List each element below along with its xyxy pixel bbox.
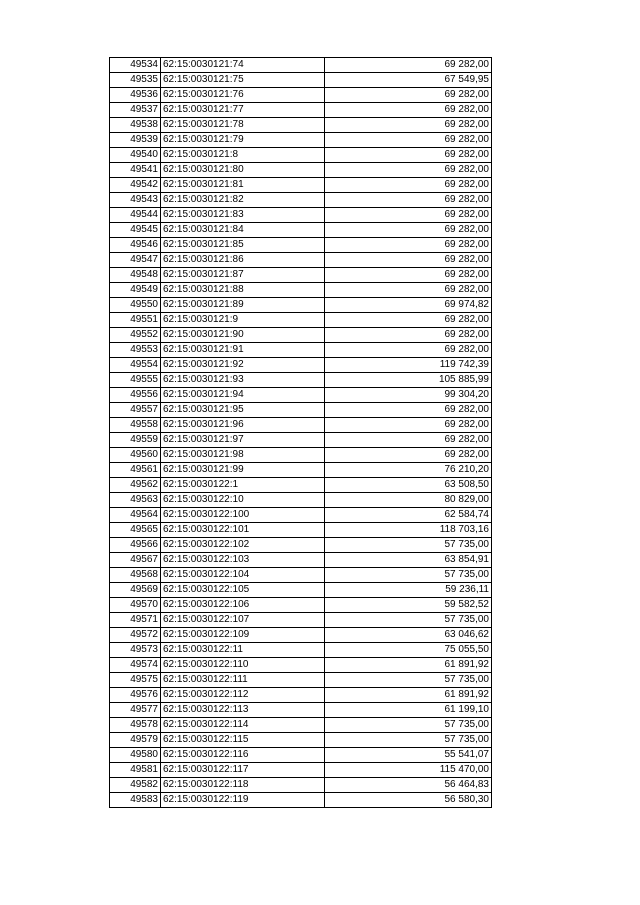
table-row (110, 58, 492, 73)
table-row (110, 703, 492, 718)
table-row (110, 643, 492, 658)
table-row (110, 508, 492, 523)
cadastral-number-cell: 62:15:0030122:113 (161, 703, 325, 718)
table-row (110, 388, 492, 403)
table-row (110, 718, 492, 733)
cadastral-number-cell: 62:15:0030122:105 (161, 583, 325, 598)
cadastral-number-cell: 62:15:0030122:11 (161, 643, 325, 658)
row-number-cell: 49538 (110, 118, 161, 133)
value-cell: 57 735,00 (325, 733, 492, 748)
table-row (110, 538, 492, 553)
cadastral-number-cell: 62:15:0030122:117 (161, 763, 325, 778)
table-row (110, 688, 492, 703)
table-row (110, 88, 492, 103)
cadastral-number-cell: 62:15:0030122:101 (161, 523, 325, 538)
row-number-cell: 49540 (110, 148, 161, 163)
table-row (110, 448, 492, 463)
row-number-cell: 49545 (110, 223, 161, 238)
table-row (110, 358, 492, 373)
row-number-cell: 49536 (110, 88, 161, 103)
value-cell: 69 282,00 (325, 448, 492, 463)
value-cell: 61 891,92 (325, 688, 492, 703)
cadastral-number-cell: 62:15:0030122:1 (161, 478, 325, 493)
cadastral-number-cell: 62:15:0030121:93 (161, 373, 325, 388)
value-cell: 63 854,91 (325, 553, 492, 568)
value-cell: 69 282,00 (325, 283, 492, 298)
value-cell: 69 974,82 (325, 298, 492, 313)
cadastral-number-cell: 62:15:0030121:83 (161, 208, 325, 223)
table-row (110, 658, 492, 673)
cadastral-number-cell: 62:15:0030121:79 (161, 133, 325, 148)
table-row (110, 223, 492, 238)
row-number-cell: 49557 (110, 403, 161, 418)
row-number-cell: 49569 (110, 583, 161, 598)
value-cell: 69 282,00 (325, 223, 492, 238)
value-cell: 69 282,00 (325, 133, 492, 148)
row-number-cell: 49547 (110, 253, 161, 268)
table-row (110, 268, 492, 283)
table-row (110, 733, 492, 748)
value-cell: 69 282,00 (325, 208, 492, 223)
cadastral-number-cell: 62:15:0030121:87 (161, 268, 325, 283)
cadastral-number-cell: 62:15:0030122:10 (161, 493, 325, 508)
table-row (110, 208, 492, 223)
cadastral-number-cell: 62:15:0030121:89 (161, 298, 325, 313)
row-number-cell: 49552 (110, 328, 161, 343)
value-cell: 56 580,30 (325, 793, 492, 808)
cadastral-number-cell: 62:15:0030122:107 (161, 613, 325, 628)
table-row (110, 253, 492, 268)
cadastral-number-cell: 62:15:0030121:91 (161, 343, 325, 358)
table-row (110, 193, 492, 208)
row-number-cell: 49578 (110, 718, 161, 733)
row-number-cell: 49558 (110, 418, 161, 433)
value-cell: 99 304,20 (325, 388, 492, 403)
row-number-cell: 49537 (110, 103, 161, 118)
value-cell: 69 282,00 (325, 328, 492, 343)
row-number-cell: 49566 (110, 538, 161, 553)
value-cell: 69 282,00 (325, 403, 492, 418)
table-row (110, 118, 492, 133)
table-row (110, 433, 492, 448)
table-row (110, 493, 492, 508)
value-cell: 69 282,00 (325, 343, 492, 358)
value-cell: 80 829,00 (325, 493, 492, 508)
row-number-cell: 49583 (110, 793, 161, 808)
value-cell: 67 549,95 (325, 73, 492, 88)
value-cell: 75 055,50 (325, 643, 492, 658)
table-row (110, 613, 492, 628)
value-cell: 57 735,00 (325, 538, 492, 553)
cadastral-number-cell: 62:15:0030121:92 (161, 358, 325, 373)
row-number-cell: 49543 (110, 193, 161, 208)
table-row (110, 373, 492, 388)
row-number-cell: 49571 (110, 613, 161, 628)
row-number-cell: 49573 (110, 643, 161, 658)
table-row (110, 313, 492, 328)
cadastral-number-cell: 62:15:0030121:81 (161, 178, 325, 193)
cadastral-number-cell: 62:15:0030121:90 (161, 328, 325, 343)
cadastral-number-cell: 62:15:0030121:95 (161, 403, 325, 418)
cadastral-number-cell: 62:15:0030121:88 (161, 283, 325, 298)
value-cell: 69 282,00 (325, 178, 492, 193)
row-number-cell: 49582 (110, 778, 161, 793)
cadastral-number-cell: 62:15:0030121:8 (161, 148, 325, 163)
value-cell: 57 735,00 (325, 718, 492, 733)
table-row (110, 583, 492, 598)
cadastral-number-cell: 62:15:0030122:116 (161, 748, 325, 763)
row-number-cell: 49564 (110, 508, 161, 523)
table-row (110, 148, 492, 163)
cadastral-number-cell: 62:15:0030121:78 (161, 118, 325, 133)
row-number-cell: 49565 (110, 523, 161, 538)
table-row (110, 778, 492, 793)
cadastral-number-cell: 62:15:0030122:110 (161, 658, 325, 673)
table-row (110, 748, 492, 763)
table-row (110, 343, 492, 358)
row-number-cell: 49575 (110, 673, 161, 688)
row-number-cell: 49554 (110, 358, 161, 373)
cadastral-number-cell: 62:15:0030121:84 (161, 223, 325, 238)
row-number-cell: 49553 (110, 343, 161, 358)
value-cell: 115 470,00 (325, 763, 492, 778)
value-cell: 61 891,92 (325, 658, 492, 673)
cadastral-number-cell: 62:15:0030122:103 (161, 553, 325, 568)
row-number-cell: 49534 (110, 58, 161, 73)
value-cell: 69 282,00 (325, 253, 492, 268)
table-row (110, 298, 492, 313)
cadastral-number-cell: 62:15:0030122:114 (161, 718, 325, 733)
row-number-cell: 49568 (110, 568, 161, 583)
row-number-cell: 49563 (110, 493, 161, 508)
row-number-cell: 49535 (110, 73, 161, 88)
row-number-cell: 49561 (110, 463, 161, 478)
row-number-cell: 49544 (110, 208, 161, 223)
cadastral-number-cell: 62:15:0030121:9 (161, 313, 325, 328)
cadastral-number-cell: 62:15:0030122:119 (161, 793, 325, 808)
table-row (110, 523, 492, 538)
table-row (110, 763, 492, 778)
table-row (110, 598, 492, 613)
value-cell: 69 282,00 (325, 58, 492, 73)
row-number-cell: 49560 (110, 448, 161, 463)
table-row (110, 283, 492, 298)
row-number-cell: 49577 (110, 703, 161, 718)
cadastral-number-cell: 62:15:0030121:77 (161, 103, 325, 118)
value-cell: 55 541,07 (325, 748, 492, 763)
row-number-cell: 49576 (110, 688, 161, 703)
table-row (110, 673, 492, 688)
table-row (110, 403, 492, 418)
table-row (110, 478, 492, 493)
table-body (110, 58, 492, 808)
row-number-cell: 49546 (110, 238, 161, 253)
cadastral-number-cell: 62:15:0030121:76 (161, 88, 325, 103)
table-row (110, 418, 492, 433)
row-number-cell: 49541 (110, 163, 161, 178)
cadastral-number-cell: 62:15:0030122:111 (161, 673, 325, 688)
value-cell: 69 282,00 (325, 148, 492, 163)
value-cell: 63 046,62 (325, 628, 492, 643)
value-cell: 118 703,16 (325, 523, 492, 538)
table-row (110, 178, 492, 193)
row-number-cell: 49551 (110, 313, 161, 328)
table-row (110, 103, 492, 118)
cadastral-number-cell: 62:15:0030121:96 (161, 418, 325, 433)
value-cell: 57 735,00 (325, 568, 492, 583)
table-row (110, 238, 492, 253)
spreadsheet-table (109, 57, 491, 808)
row-number-cell: 49556 (110, 388, 161, 403)
value-cell: 62 584,74 (325, 508, 492, 523)
row-number-cell: 49542 (110, 178, 161, 193)
row-number-cell: 49581 (110, 763, 161, 778)
table-row (110, 628, 492, 643)
table-row (110, 163, 492, 178)
cadastral-number-cell: 62:15:0030122:100 (161, 508, 325, 523)
value-cell: 69 282,00 (325, 433, 492, 448)
value-cell: 56 464,83 (325, 778, 492, 793)
value-cell: 69 282,00 (325, 238, 492, 253)
table-row (110, 73, 492, 88)
row-number-cell: 49548 (110, 268, 161, 283)
cadastral-number-cell: 62:15:0030122:118 (161, 778, 325, 793)
table-row (110, 553, 492, 568)
table-row (110, 328, 492, 343)
value-cell: 119 742,39 (325, 358, 492, 373)
value-cell: 57 735,00 (325, 673, 492, 688)
value-cell: 63 508,50 (325, 478, 492, 493)
row-number-cell: 49559 (110, 433, 161, 448)
cadastral-number-cell: 62:15:0030121:98 (161, 448, 325, 463)
row-number-cell: 49570 (110, 598, 161, 613)
value-cell: 69 282,00 (325, 163, 492, 178)
cadastral-number-cell: 62:15:0030121:75 (161, 73, 325, 88)
cadastral-number-cell: 62:15:0030122:115 (161, 733, 325, 748)
value-cell: 69 282,00 (325, 88, 492, 103)
row-number-cell: 49562 (110, 478, 161, 493)
value-cell: 105 885,99 (325, 373, 492, 388)
cadastral-number-cell: 62:15:0030121:74 (161, 58, 325, 73)
value-cell: 69 282,00 (325, 103, 492, 118)
cadastral-number-cell: 62:15:0030121:94 (161, 388, 325, 403)
table-row (110, 568, 492, 583)
value-cell: 59 236,11 (325, 583, 492, 598)
cadastral-number-cell: 62:15:0030121:99 (161, 463, 325, 478)
value-cell: 76 210,20 (325, 463, 492, 478)
cadastral-number-cell: 62:15:0030122:104 (161, 568, 325, 583)
row-number-cell: 49579 (110, 733, 161, 748)
row-number-cell: 49550 (110, 298, 161, 313)
cadastral-number-cell: 62:15:0030121:82 (161, 193, 325, 208)
value-cell: 61 199,10 (325, 703, 492, 718)
cadastral-number-cell: 62:15:0030122:106 (161, 598, 325, 613)
data-table (109, 57, 492, 808)
row-number-cell: 49572 (110, 628, 161, 643)
row-number-cell: 49574 (110, 658, 161, 673)
value-cell: 59 582,52 (325, 598, 492, 613)
cadastral-number-cell: 62:15:0030122:112 (161, 688, 325, 703)
value-cell: 69 282,00 (325, 268, 492, 283)
row-number-cell: 49549 (110, 283, 161, 298)
value-cell: 57 735,00 (325, 613, 492, 628)
row-number-cell: 49539 (110, 133, 161, 148)
value-cell: 69 282,00 (325, 118, 492, 133)
cadastral-number-cell: 62:15:0030122:109 (161, 628, 325, 643)
cadastral-number-cell: 62:15:0030121:85 (161, 238, 325, 253)
cadastral-number-cell: 62:15:0030122:102 (161, 538, 325, 553)
value-cell: 69 282,00 (325, 193, 492, 208)
table-row (110, 463, 492, 478)
value-cell: 69 282,00 (325, 418, 492, 433)
table-row (110, 133, 492, 148)
row-number-cell: 49580 (110, 748, 161, 763)
row-number-cell: 49567 (110, 553, 161, 568)
cadastral-number-cell: 62:15:0030121:80 (161, 163, 325, 178)
value-cell: 69 282,00 (325, 313, 492, 328)
table-row (110, 793, 492, 808)
row-number-cell: 49555 (110, 373, 161, 388)
cadastral-number-cell: 62:15:0030121:97 (161, 433, 325, 448)
cadastral-number-cell: 62:15:0030121:86 (161, 253, 325, 268)
